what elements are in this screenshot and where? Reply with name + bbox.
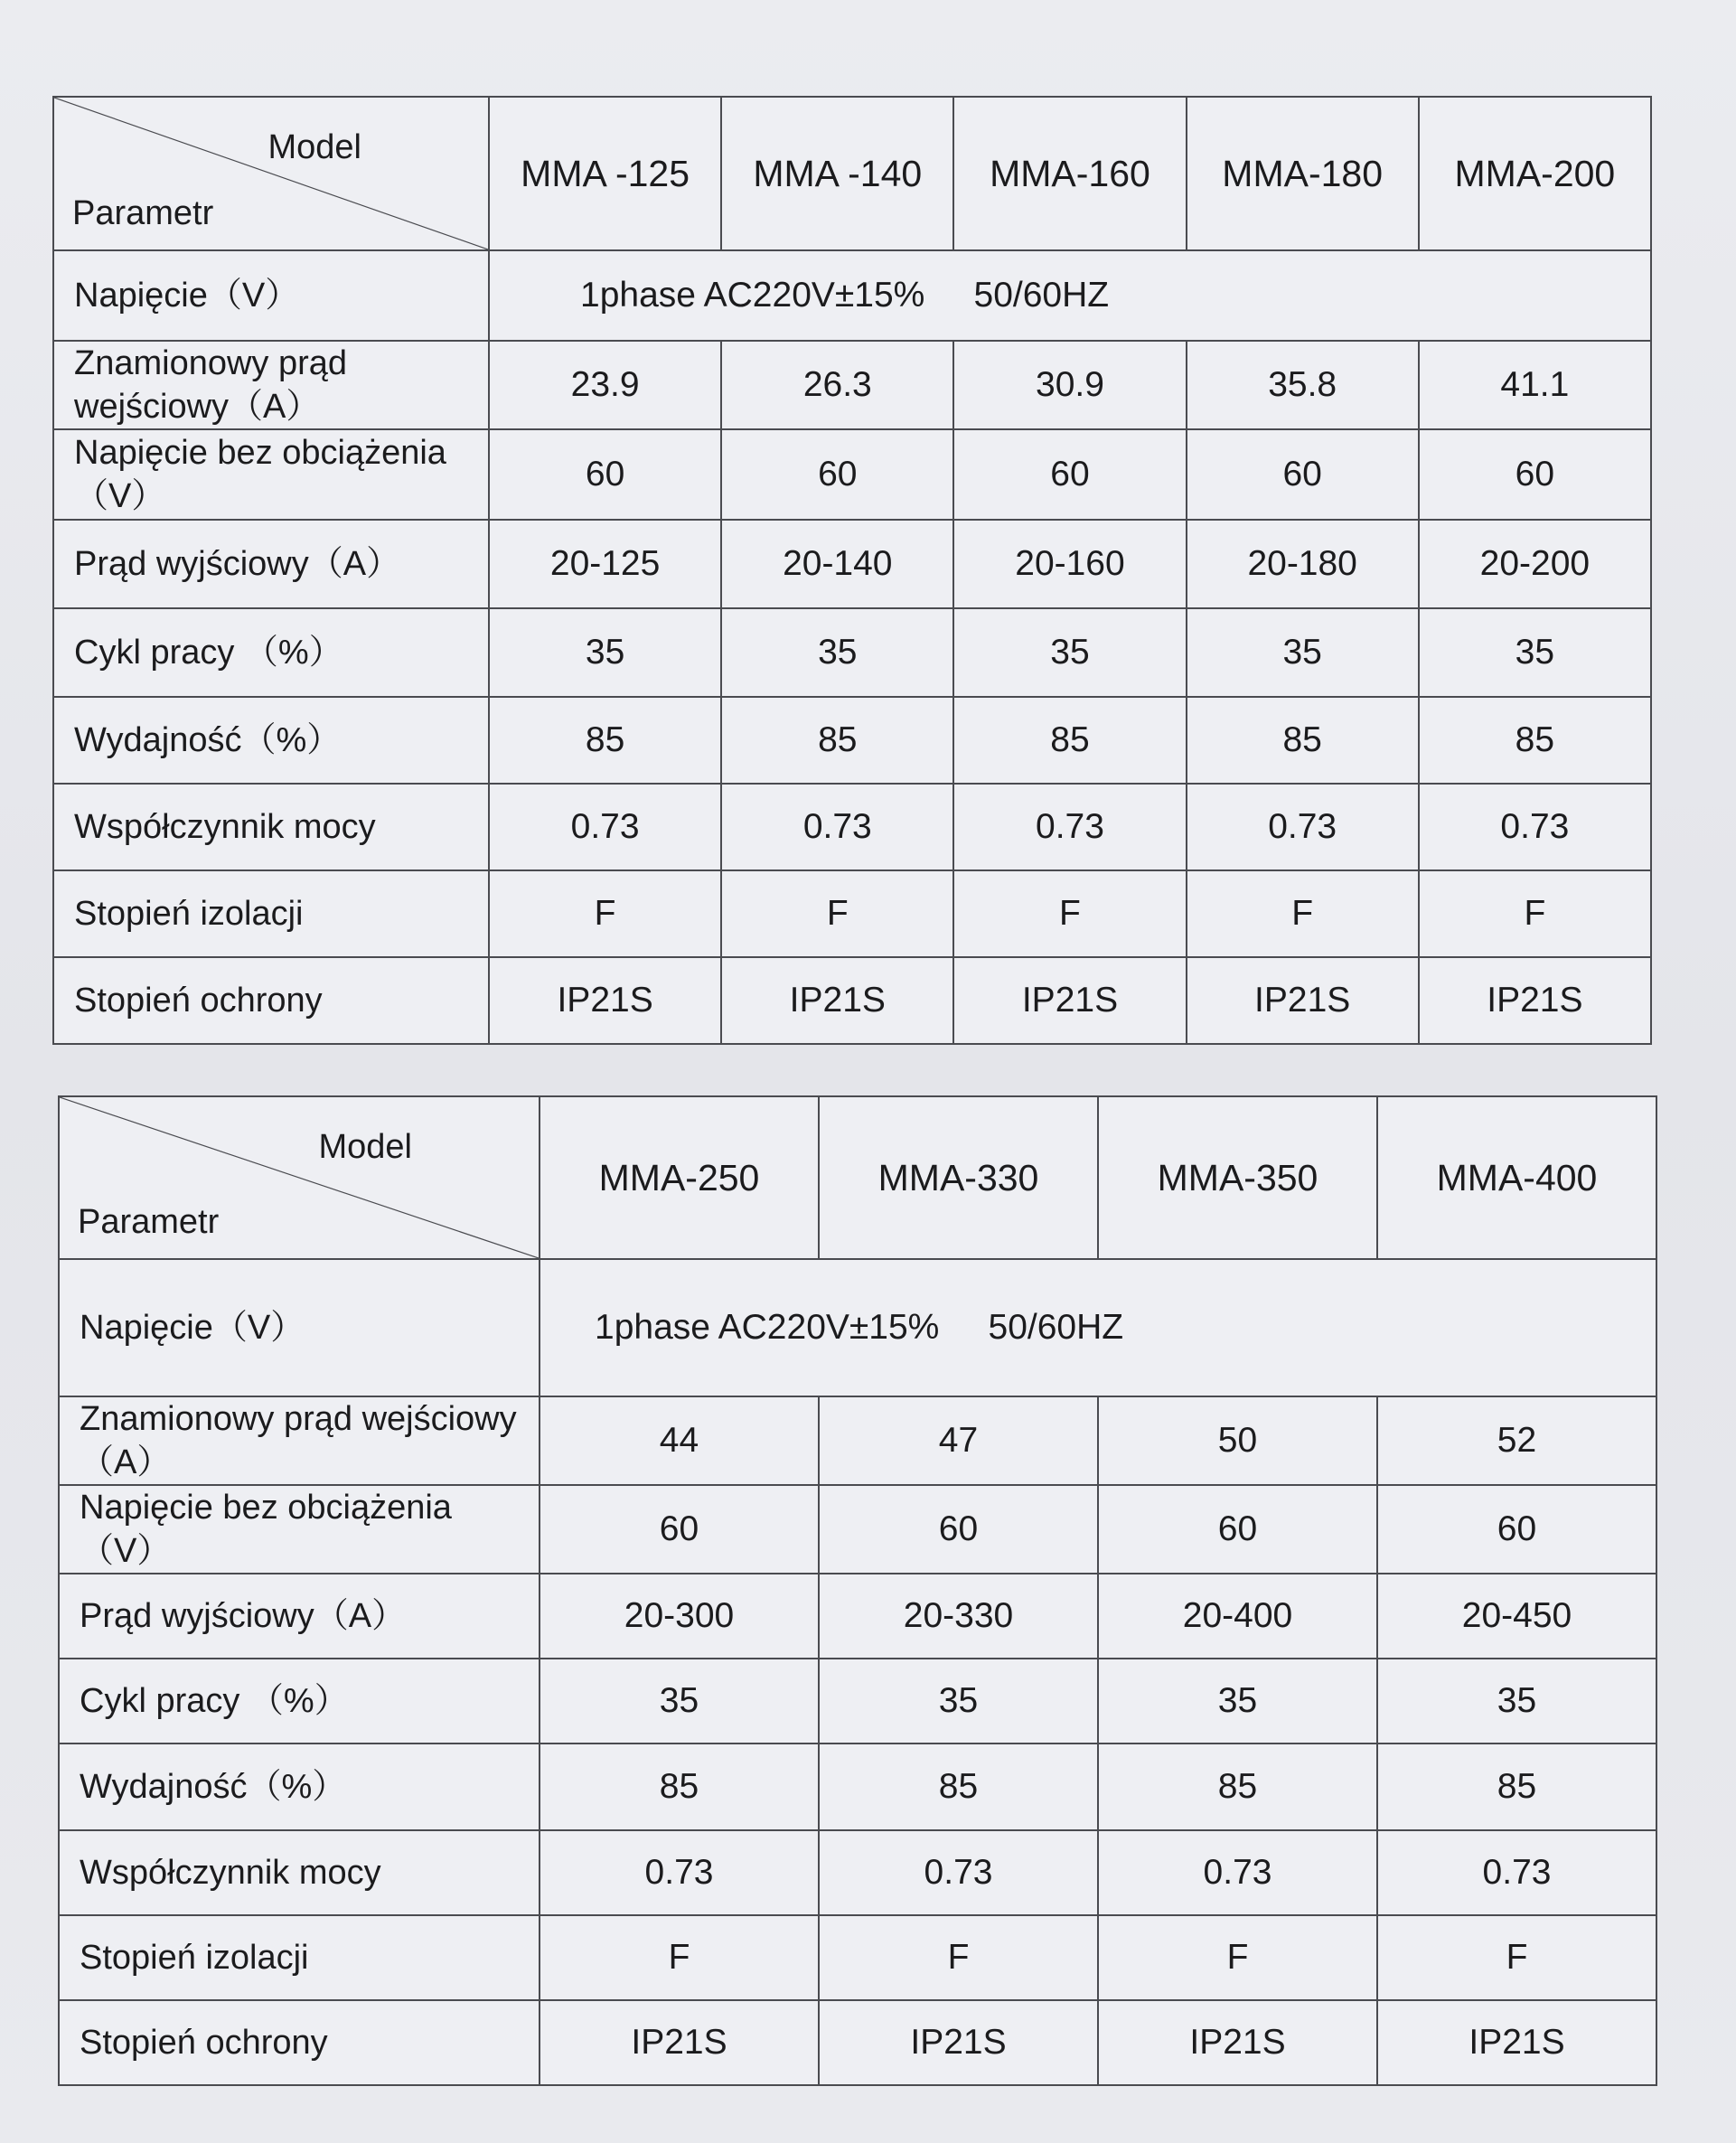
- row-label: Współczynnik mocy: [59, 1830, 540, 1915]
- header-row: [59, 1096, 1656, 1259]
- table-cell: 20-200: [1419, 520, 1651, 608]
- table-cell: F: [1377, 1915, 1656, 2000]
- table-cell: F: [1419, 870, 1651, 957]
- table-cell: 20-400: [1098, 1574, 1377, 1659]
- table-cell: 85: [1377, 1744, 1656, 1830]
- row-label: Stopień izolacji: [53, 870, 489, 957]
- table-cell: 85: [489, 697, 721, 784]
- table-cell: 52: [1377, 1396, 1656, 1485]
- row-label: Stopień ochrony: [53, 957, 489, 1044]
- table-cell: 0.73: [1377, 1830, 1656, 1915]
- row-label: Napięcie（V）: [59, 1259, 540, 1396]
- table-cell: 26.3: [721, 341, 953, 429]
- model-header: MMA-400: [1377, 1096, 1656, 1259]
- table-cell: 35.8: [1187, 341, 1419, 429]
- table-cell: 44: [540, 1396, 819, 1485]
- table-cell: 30.9: [953, 341, 1186, 429]
- table-cell: IP21S: [953, 957, 1186, 1044]
- table-cell: 60: [1098, 1485, 1377, 1574]
- table-cell: 60: [489, 429, 721, 520]
- table-row: [53, 870, 1651, 957]
- table-cell: 23.9: [489, 341, 721, 429]
- table-cell: 20-330: [819, 1574, 1098, 1659]
- model-label: Model: [267, 128, 361, 166]
- table-cell: 35: [540, 1659, 819, 1744]
- table-cell: 85: [1187, 697, 1419, 784]
- supply-voltage-value: 1phase AC220V±15% 50/60HZ: [540, 1259, 1656, 1396]
- row-label: Prąd wyjściowy（A）: [53, 520, 489, 608]
- table-cell: 60: [953, 429, 1186, 520]
- table-cell: 60: [540, 1485, 819, 1574]
- row-label: Wydajność（%）: [53, 697, 489, 784]
- table-row: [53, 697, 1651, 784]
- corner-header-cell: [53, 97, 489, 250]
- table-cell: 35: [1377, 1659, 1656, 1744]
- model-header: MMA -125: [489, 97, 721, 250]
- table-cell: 85: [1098, 1744, 1377, 1830]
- table-cell: 60: [721, 429, 953, 520]
- table-cell: 35: [1187, 608, 1419, 697]
- table-cell: F: [1098, 1915, 1377, 2000]
- row-label: Znamionowy prąd wejściowy（A）: [53, 341, 489, 429]
- table-cell: 20-180: [1187, 520, 1419, 608]
- table-cell: 60: [1187, 429, 1419, 520]
- table-cell: 47: [819, 1396, 1098, 1485]
- model-header: MMA-350: [1098, 1096, 1377, 1259]
- table-row: [59, 1659, 1656, 1744]
- parametr-label: Parametr: [72, 194, 214, 232]
- table-cell: 35: [1419, 608, 1651, 697]
- table-cell: 0.73: [1187, 784, 1419, 870]
- table-cell: IP21S: [721, 957, 953, 1044]
- table-row: [53, 520, 1651, 608]
- row-label: Napięcie bez obciążenia （V）: [59, 1485, 540, 1574]
- table-row: [53, 429, 1651, 520]
- table-row: [53, 784, 1651, 870]
- table-cell: 60: [1377, 1485, 1656, 1574]
- table-cell: F: [721, 870, 953, 957]
- header-row: [53, 97, 1651, 250]
- table-row: [59, 2000, 1656, 2085]
- parametr-label: Parametr: [78, 1203, 220, 1241]
- table-row: [53, 341, 1651, 429]
- model-label: Model: [318, 1128, 412, 1166]
- model-header: MMA-330: [819, 1096, 1098, 1259]
- table-cell: 0.73: [953, 784, 1186, 870]
- table-row: [59, 1915, 1656, 2000]
- row-label: Napięcie bez obciążenia （V）: [53, 429, 489, 520]
- table-cell: 85: [1419, 697, 1651, 784]
- corner-header-cell: [59, 1096, 540, 1259]
- table-cell: IP21S: [489, 957, 721, 1044]
- table-cell: F: [819, 1915, 1098, 2000]
- table-row: [53, 957, 1651, 1044]
- table-row: [59, 1574, 1656, 1659]
- table-cell: 85: [819, 1744, 1098, 1830]
- table-row: [59, 1485, 1656, 1574]
- table-cell: F: [489, 870, 721, 957]
- table-cell: IP21S: [1187, 957, 1419, 1044]
- model-header: MMA-160: [953, 97, 1186, 250]
- table-cell: 35: [721, 608, 953, 697]
- table-cell: 35: [1098, 1659, 1377, 1744]
- table-cell: 41.1: [1419, 341, 1651, 429]
- row-label: Prąd wyjściowy（A）: [59, 1574, 540, 1659]
- table-cell: 20-300: [540, 1574, 819, 1659]
- table-cell: 20-140: [721, 520, 953, 608]
- table-cell: IP21S: [819, 2000, 1098, 2085]
- table-cell: 20-125: [489, 520, 721, 608]
- model-header: MMA-200: [1419, 97, 1651, 250]
- table-cell: 35: [819, 1659, 1098, 1744]
- table-cell: 35: [953, 608, 1186, 697]
- row-label: Stopień ochrony: [59, 2000, 540, 2085]
- table-cell: IP21S: [1419, 957, 1651, 1044]
- table-row: [59, 1744, 1656, 1830]
- spec-table-2: [58, 1095, 1657, 2086]
- table-cell: F: [953, 870, 1186, 957]
- row-label: Znamionowy prąd wejściowy（A）: [59, 1396, 540, 1485]
- row-label: Wydajność（%）: [59, 1744, 540, 1830]
- table-cell: 0.73: [1419, 784, 1651, 870]
- table-cell: 85: [540, 1744, 819, 1830]
- table-cell: 0.73: [489, 784, 721, 870]
- row-label: Cykl pracy （%）: [53, 608, 489, 697]
- table-cell: IP21S: [1377, 2000, 1656, 2085]
- voltage-row: [53, 250, 1651, 341]
- row-label: Napięcie（V）: [53, 250, 489, 341]
- spec-table-1: [52, 96, 1652, 1045]
- table-cell: F: [540, 1915, 819, 2000]
- table-cell: IP21S: [540, 2000, 819, 2085]
- table-cell: 60: [819, 1485, 1098, 1574]
- table-cell: 20-160: [953, 520, 1186, 608]
- row-label: Stopień izolacji: [59, 1915, 540, 2000]
- table-cell: 85: [721, 697, 953, 784]
- table-cell: 0.73: [721, 784, 953, 870]
- table-cell: 20-450: [1377, 1574, 1656, 1659]
- supply-voltage-value: 1phase AC220V±15% 50/60HZ: [489, 250, 1651, 341]
- row-label: Współczynnik mocy: [53, 784, 489, 870]
- table-cell: 0.73: [819, 1830, 1098, 1915]
- table-row: [59, 1396, 1656, 1485]
- model-header: MMA-180: [1187, 97, 1419, 250]
- table-row: [53, 608, 1651, 697]
- table-cell: 35: [489, 608, 721, 697]
- table-cell: F: [1187, 870, 1419, 957]
- table-cell: 0.73: [540, 1830, 819, 1915]
- model-header: MMA-250: [540, 1096, 819, 1259]
- row-label: Cykl pracy （%）: [59, 1659, 540, 1744]
- table-cell: 85: [953, 697, 1186, 784]
- table-cell: 50: [1098, 1396, 1377, 1485]
- table-row: [59, 1830, 1656, 1915]
- table-cell: 0.73: [1098, 1830, 1377, 1915]
- model-header: MMA -140: [721, 97, 953, 250]
- voltage-row: [59, 1259, 1656, 1396]
- table-cell: 60: [1419, 429, 1651, 520]
- table-cell: IP21S: [1098, 2000, 1377, 2085]
